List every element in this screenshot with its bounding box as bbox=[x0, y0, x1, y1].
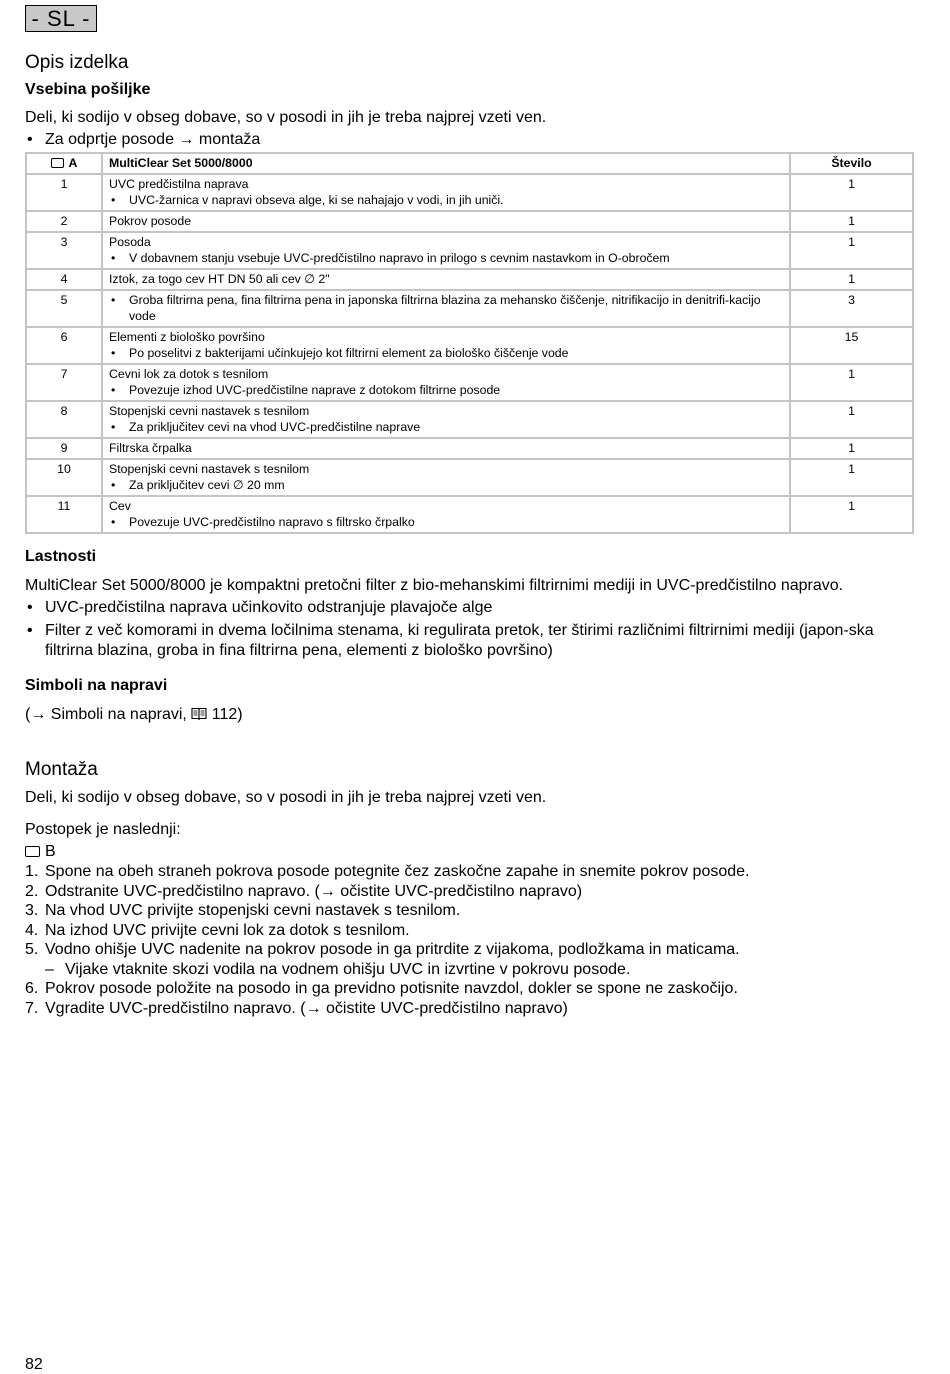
part-quantity: 1 bbox=[790, 269, 913, 290]
open-container-bullet: • Za odprtje posode → montaža bbox=[25, 130, 950, 150]
part-name: Pokrov posode bbox=[109, 214, 192, 228]
step-text: Vodno ohišje UVC nadenite na pokrov posode in ga pritrdite z vijakoma, podložkama in maticama. bbox=[45, 941, 740, 958]
list-item bbox=[25, 882, 905, 902]
part-name: Elementi z biološko površino bbox=[109, 330, 265, 344]
part-detail: • Za priključitev cevi ∅ 20 mm bbox=[109, 477, 783, 493]
list-item bbox=[25, 921, 905, 941]
part-description bbox=[102, 364, 790, 401]
part-quantity: 1 bbox=[790, 496, 913, 533]
part-description bbox=[102, 459, 790, 496]
table-row bbox=[26, 438, 913, 459]
book-icon bbox=[191, 707, 207, 720]
part-number: 3 bbox=[26, 232, 102, 269]
part-detail: • UVC-žarnica v napravi obseva alge, ki se nahajajo v vodi, in jih uniči. bbox=[109, 192, 783, 208]
procedure-label: Postopek je naslednji: bbox=[25, 821, 181, 838]
features-list bbox=[25, 598, 895, 661]
list-item bbox=[25, 979, 905, 999]
table-row bbox=[26, 459, 913, 496]
step-number: 2. bbox=[25, 882, 39, 900]
assembly-intro: Deli, ki sodijo v obseg dobave, so v posodi in jih je treba najprej vzeti ven. bbox=[25, 789, 547, 806]
step-number: 5. bbox=[25, 941, 39, 958]
contents-text: Deli, ki sodijo v obseg dobave, so v posodi in jih je treba najprej vzeti ven. bbox=[25, 109, 547, 126]
table-row bbox=[26, 269, 913, 290]
step-number: 6. bbox=[25, 980, 39, 997]
part-number: 7 bbox=[26, 364, 102, 401]
step-text: Spone na obeh straneh pokrova posode potegnite čez zaskočne zapahe in snemite pokrov posode. bbox=[45, 863, 750, 880]
step-number: 3. bbox=[25, 902, 39, 919]
step-number: 1. bbox=[25, 863, 39, 880]
part-number: 5 bbox=[26, 290, 102, 327]
assembly-steps bbox=[25, 862, 905, 1018]
list-item bbox=[25, 862, 905, 882]
part-quantity: 1 bbox=[790, 459, 913, 496]
step-text: Pokrov posode položite na posodo in ga previdno potisnite navzdol, dokler se spone ne zaskočijo. bbox=[45, 980, 738, 997]
part-name: Iztok, za togo cev HT DN 50 ali cev ∅ 2" bbox=[109, 272, 330, 286]
section-title-description: Opis izdelka bbox=[25, 52, 129, 73]
figure-b-label: B bbox=[45, 843, 56, 860]
part-name: UVC predčistilna naprava bbox=[109, 177, 249, 191]
part-number: 1 bbox=[26, 174, 102, 211]
part-name: Stopenjski cevni nastavek s tesnilom bbox=[109, 404, 310, 418]
part-detail: • V dobavnem stanju vsebuje UVC-predčistilno napravo in prilogo s cevnim nastavkom in O-obročem bbox=[109, 250, 783, 266]
list-item bbox=[25, 901, 905, 921]
step-text: Vgradite UVC-predčistilno napravo. (→ očistite UVC-predčistilno napravo) bbox=[45, 999, 568, 1017]
part-number: 9 bbox=[26, 438, 102, 459]
page-number: 82 bbox=[25, 1356, 43, 1373]
symbols-ref-page: 112) bbox=[211, 706, 243, 723]
part-description bbox=[102, 211, 790, 232]
part-number: 2 bbox=[26, 211, 102, 232]
part-description bbox=[102, 327, 790, 364]
contents-heading: Vsebina pošiljke bbox=[25, 81, 151, 98]
table-row bbox=[26, 211, 913, 232]
part-quantity: 1 bbox=[790, 232, 913, 269]
symbols-heading: Simboli na napravi bbox=[25, 677, 168, 694]
part-description bbox=[102, 401, 790, 438]
part-number: 6 bbox=[26, 327, 102, 364]
part-detail: • Groba filtrirna pena, fina filtrirna pena in japonska filtrirna blazina za mehansko čiščenje, nitrifikacijo in denitrifi-kacijo vode bbox=[109, 292, 783, 324]
part-number: 11 bbox=[26, 496, 102, 533]
part-detail: • Za priključitev cevi na vhod UVC-predčistilne naprave bbox=[109, 419, 783, 435]
part-quantity: 3 bbox=[790, 290, 913, 327]
step-text: Na izhod UVC privijte cevni lok za dotok s tesnilom. bbox=[45, 921, 410, 939]
part-description bbox=[102, 174, 790, 211]
features-intro: MultiClear Set 5000/8000 je kompaktni pretočni filter z bio-mehanskimi filtrirnimi mediji in UVC-predčistilno napravo. bbox=[25, 577, 844, 594]
table-row bbox=[26, 290, 913, 327]
step-number: 4. bbox=[25, 921, 39, 939]
step-text: Odstranite UVC-predčistilno napravo. (→ očistite UVC-predčistilno napravo) bbox=[45, 882, 583, 900]
parts-table bbox=[25, 152, 914, 534]
part-number: 8 bbox=[26, 401, 102, 438]
table-header-row bbox=[26, 153, 913, 174]
step-number: 7. bbox=[25, 999, 39, 1017]
features-heading: Lastnosti bbox=[25, 548, 97, 565]
part-number: 4 bbox=[26, 269, 102, 290]
part-quantity: 15 bbox=[790, 327, 913, 364]
table-row bbox=[26, 401, 913, 438]
part-detail: • Po poselitvi z bakterijami učinkujejo kot filtrirni element za biološko čiščenje vode bbox=[109, 345, 783, 361]
table-row bbox=[26, 327, 913, 364]
symbols-ref-prefix: (→ Simboli na napravi, bbox=[25, 706, 187, 723]
table-row bbox=[26, 364, 913, 401]
part-name: Cev bbox=[109, 499, 131, 513]
part-number: 10 bbox=[26, 459, 102, 496]
symbols-reference bbox=[25, 705, 243, 725]
part-name: Cevni lok za dotok s tesnilom bbox=[109, 367, 269, 381]
figure-reference-b bbox=[25, 842, 56, 862]
list-item: • Filter z več komorami in dvema ločilnima stenama, ki regulirata pretok, ter štirimi različnimi filtrirnimi mediji (japon-ska filtrirna blazina, groba in fina filtrirna pena, elementi z biološko površino) bbox=[25, 621, 895, 661]
part-description bbox=[102, 232, 790, 269]
list-item: • UVC-predčistilna naprava učinkovito odstranjuje plavajoče alge bbox=[25, 598, 895, 618]
header-quantity: Število bbox=[790, 153, 913, 174]
list-item bbox=[25, 940, 905, 960]
section-title-assembly: Montaža bbox=[25, 759, 98, 780]
part-description bbox=[102, 438, 790, 459]
table-row bbox=[26, 232, 913, 269]
figure-page-icon bbox=[25, 846, 40, 857]
part-quantity: 1 bbox=[790, 364, 913, 401]
part-detail: • Povezuje izhod UVC-predčistilne naprave z dotokom filtrirne posode bbox=[109, 382, 783, 398]
header-figure-ref bbox=[26, 153, 102, 174]
table-row bbox=[26, 496, 913, 533]
part-quantity: 1 bbox=[790, 438, 913, 459]
header-product-title: MultiClear Set 5000/8000 bbox=[102, 153, 790, 174]
list-item bbox=[25, 999, 905, 1019]
header-a-label: A bbox=[68, 156, 78, 170]
part-description bbox=[102, 496, 790, 533]
part-detail: • Povezuje UVC-predčistilno napravo s filtrsko črpalko bbox=[109, 514, 783, 530]
figure-page-icon bbox=[51, 158, 64, 168]
part-quantity: 1 bbox=[790, 211, 913, 232]
part-description bbox=[102, 290, 790, 327]
part-quantity: 1 bbox=[790, 401, 913, 438]
part-description bbox=[102, 269, 790, 290]
part-name: Posoda bbox=[109, 235, 151, 249]
language-badge: - SL - bbox=[25, 5, 97, 32]
substep-item: – Vijake vtaknite skozi vodila na vodnem ohišju UVC in izvrtine v pokrovu posode. bbox=[25, 960, 905, 980]
part-quantity: 1 bbox=[790, 174, 913, 211]
step-text: Na vhod UVC privijte stopenjski cevni nastavek s tesnilom. bbox=[45, 902, 461, 919]
table-row bbox=[26, 174, 913, 211]
part-name: Filtrska črpalka bbox=[109, 441, 192, 455]
part-name: Stopenjski cevni nastavek s tesnilom bbox=[109, 462, 310, 476]
